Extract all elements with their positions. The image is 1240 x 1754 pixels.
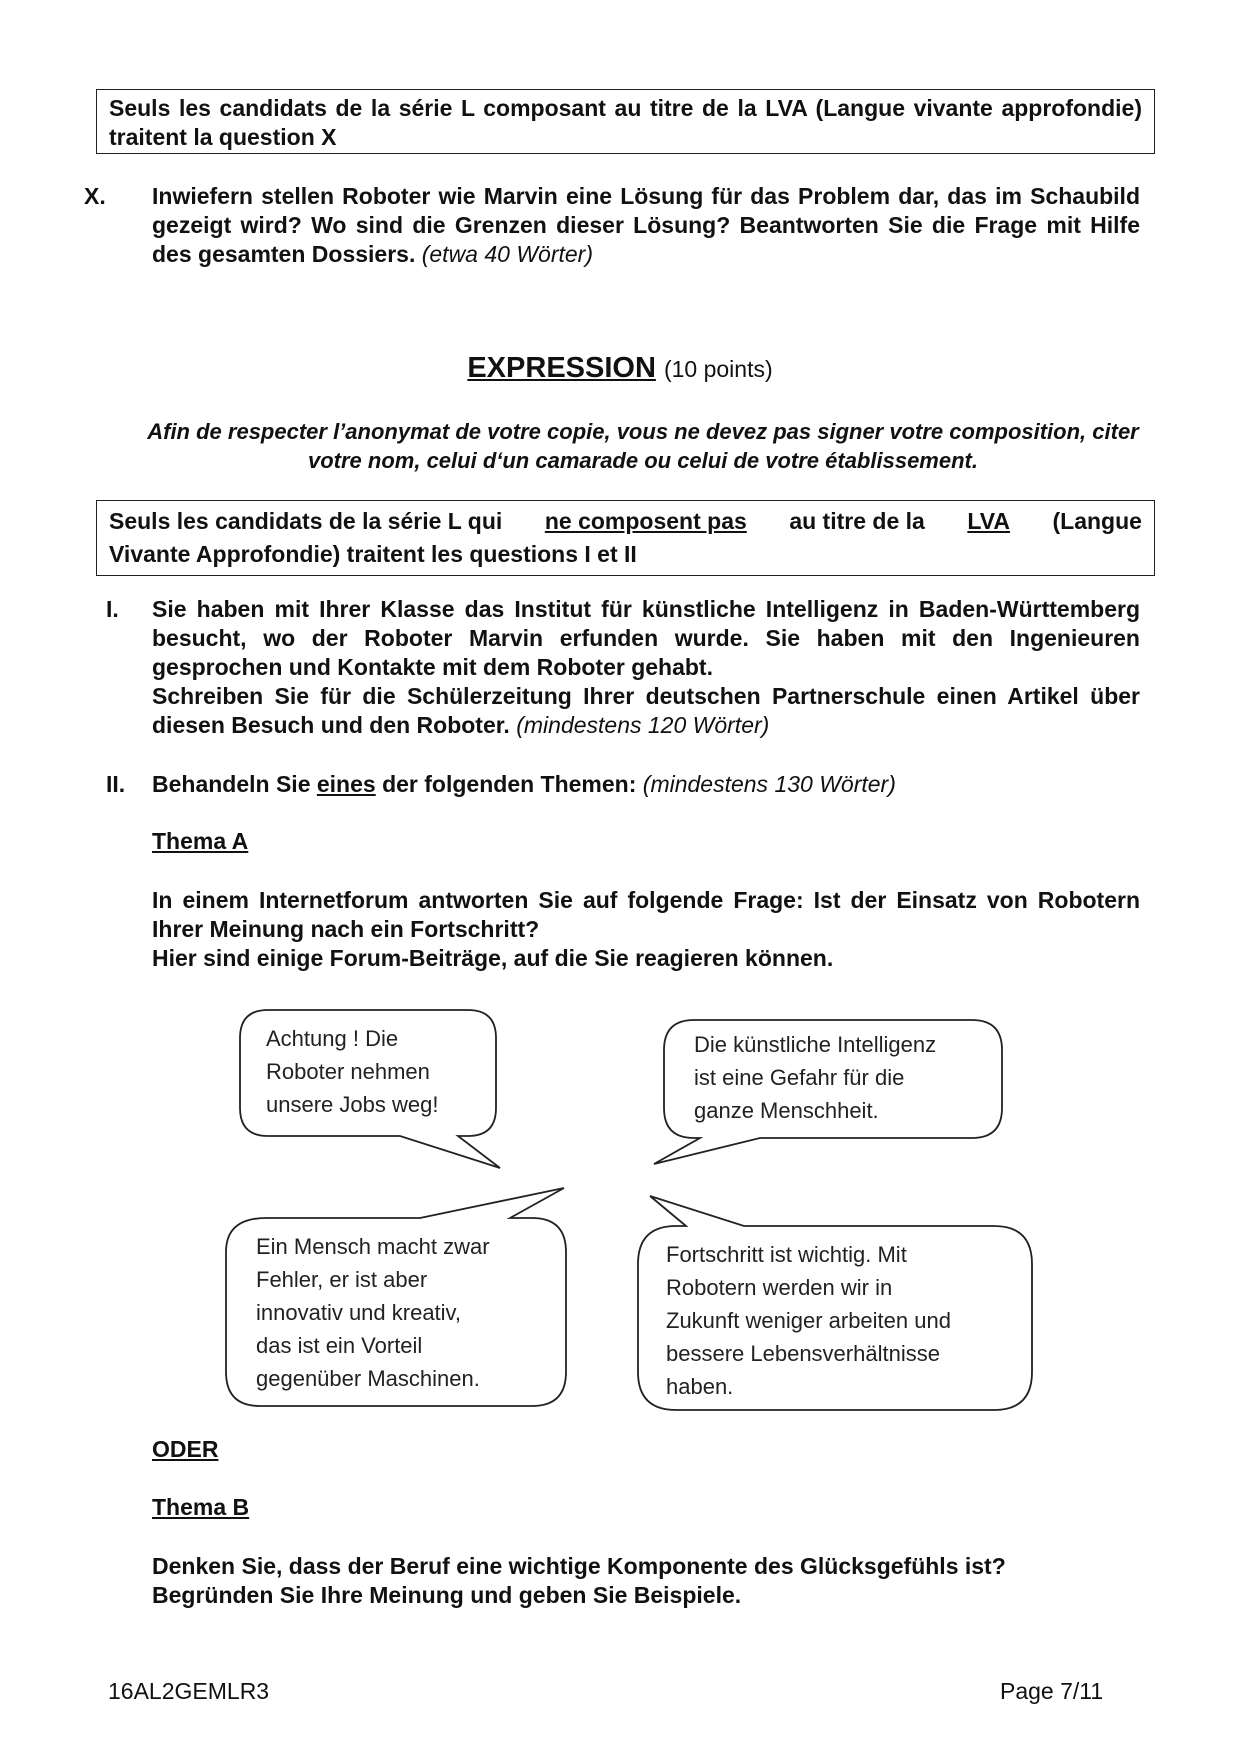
question-i-hint: (mindestens 120 Wörter)	[516, 712, 770, 738]
thema-b-text: Denken Sie, dass der Beruf eine wichtige Komponente des Glücksgefühls ist? Begründen Sie Ihre Meinung und geben Sie Beispiele.	[152, 1553, 1006, 1608]
bubble-2-line: ganze Menschheit.	[694, 1098, 879, 1123]
question-x-text: Inwiefern stellen Roboter wie Marvin eine Lösung für das Problem dar, das im Schaubild gezeigt wird? Wo sind die Grenzen dieser Lösung? Beantworten Sie die Frage mit Hilfe des gesamten Dossiers.	[152, 183, 1140, 267]
question-i-number: I.	[106, 596, 119, 622]
bubble-1-line: Roboter nehmen	[266, 1059, 430, 1084]
bubble-4-line: Zukunft weniger arbeiten und	[666, 1308, 951, 1333]
non-lva-part1: Seuls les candidats de la série L qui	[109, 508, 503, 534]
footer-page: Page 7/11	[1000, 1678, 1104, 1704]
footer-code: 16AL2GEMLR3	[108, 1678, 270, 1704]
non-lva-part2: au titre de la	[789, 508, 925, 534]
non-lva-line2: Vivante Approfondie) traitent les questions I et II	[109, 541, 637, 567]
bubble-3-line: gegenüber Maschinen.	[256, 1366, 480, 1391]
bubble-4	[666, 1238, 951, 1403]
expression-title: EXPRESSION	[467, 352, 656, 384]
non-lva-part3: (Langue	[1052, 508, 1142, 534]
anonymity-notice: Afin de respecter l’anonymat de votre copie, vous ne devez pas signer votre composition, citer votre nom, celui d‘un camarade ou celui de votre établissement.	[147, 419, 1139, 473]
oder-heading: ODER	[152, 1436, 219, 1462]
question-ii-number: II.	[106, 771, 126, 797]
bubble-3	[256, 1230, 490, 1395]
question-x-number: X.	[84, 183, 106, 209]
bubble-3-line: innovativ und kreativ,	[256, 1300, 462, 1325]
non-lva-underlined1: ne composent pas	[544, 508, 747, 534]
bubble-2	[694, 1028, 936, 1127]
question-ii-before: Behandeln Sie	[152, 771, 311, 797]
bubble-1-line: unsere Jobs weg!	[266, 1092, 439, 1117]
thema-a-text2: Hier sind einige Forum-Beiträge, auf die Sie reagieren können.	[152, 945, 834, 971]
thema-a-text1: In einem Internetforum antworten Sie auf folgende Frage: Ist der Einsatz von Robotern Ihrer Meinung nach ein Fortschritt?	[152, 887, 1140, 942]
bubble-1	[266, 1022, 438, 1121]
bubble-3-line: Ein Mensch macht zwar	[256, 1234, 490, 1259]
lva-notice-text: Seuls les candidats de la série L composant au titre de la LVA (Langue vivante approfondie) traitent la question X	[109, 95, 1142, 150]
bubble-4-line: Fortschritt ist wichtig. Mit	[666, 1242, 907, 1267]
question-i-text2: Schreiben Sie für die Schülerzeitung Ihrer deutschen Partnerschule einen Artikel über diesen Besuch und den Roboter.	[152, 683, 1140, 738]
bubble-4-line: haben.	[666, 1374, 734, 1399]
question-ii-underlined: eines	[316, 771, 376, 797]
thema-b-heading: Thema B	[152, 1494, 250, 1520]
bubble-2-line: ist eine Gefahr für die	[694, 1065, 905, 1090]
bubble-2-line: Die künstliche Intelligenz	[694, 1032, 937, 1057]
question-ii-after: der folgenden Themen:	[382, 771, 637, 797]
bubble-4-line: bessere Lebensverhältnisse	[666, 1341, 940, 1366]
question-ii-hint: (mindestens 130 Wörter)	[642, 771, 896, 797]
question-x-hint: (etwa 40 Wörter)	[421, 241, 593, 267]
expression-points: (10 points)	[663, 356, 773, 382]
thema-a-heading: Thema A	[152, 828, 249, 854]
bubble-4-line: Robotern werden wir in	[666, 1275, 893, 1300]
bubble-1-line: Achtung ! Die	[266, 1026, 399, 1051]
bubble-3-line: das ist ein Vorteil	[256, 1333, 423, 1358]
non-lva-underlined2: LVA	[967, 508, 1010, 534]
bubble-3-line: Fehler, er ist aber	[256, 1267, 428, 1292]
question-i-text1: Sie haben mit Ihrer Klasse das Institut für künstliche Intelligenz in Baden-Württemberg besucht, wo der Roboter Marvin erfunden wurde. Sie haben mit den Ingenieuren gesprochen und Kontakte mit dem Roboter gehabt.	[152, 596, 1140, 680]
